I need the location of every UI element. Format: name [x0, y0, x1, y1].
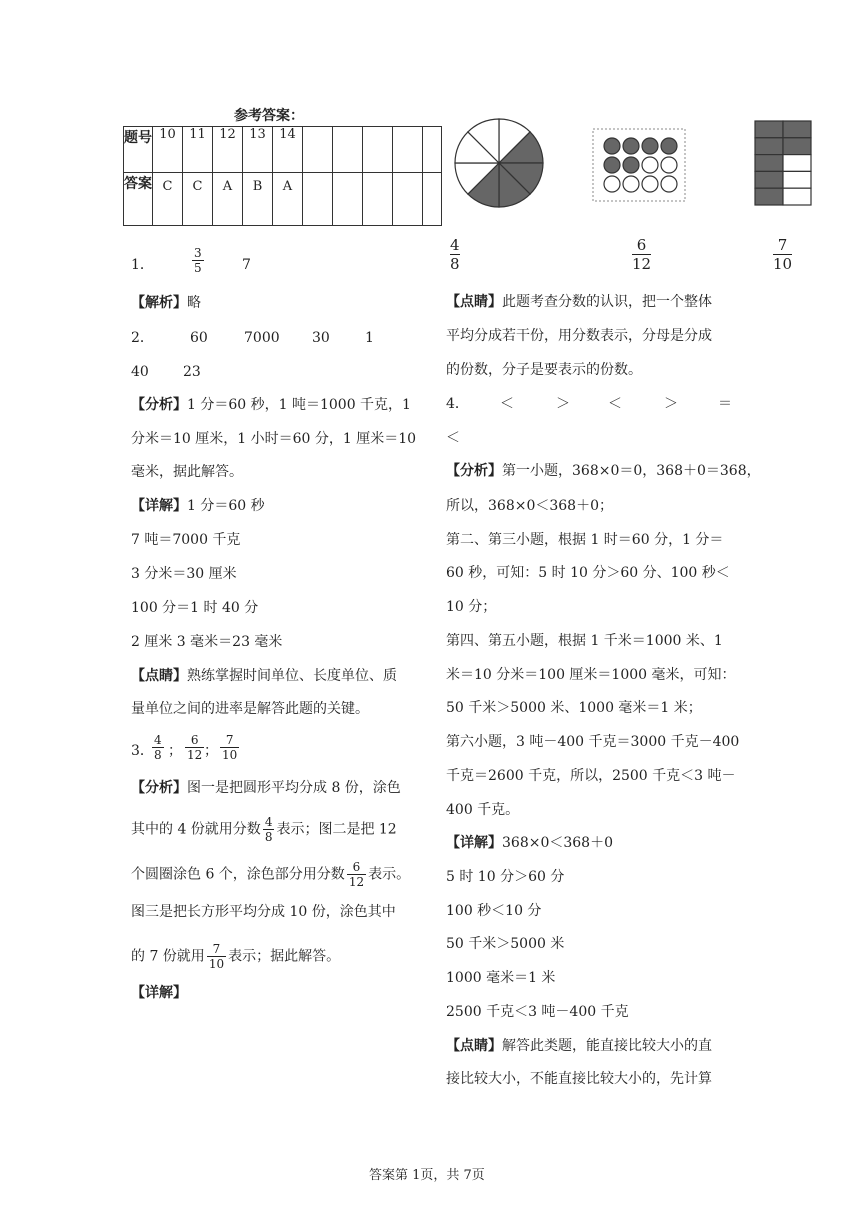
q3-analysis-line: 图三是把长方形平均分成 10 份，涂色其中: [131, 904, 396, 920]
table-header-number: 题号: [124, 127, 153, 173]
q2-answer: 23: [183, 364, 201, 380]
q3-analysis-line: 其中的 4 份就用分数 $\frac{4}{8}$ 表示；图二是把 12: [131, 815, 397, 844]
q4-analysis-line: 10 分；: [446, 599, 497, 615]
page-footer: 答案第 1页，共 7页: [369, 1168, 485, 1183]
fraction-denominator: 12: [187, 748, 203, 762]
q4-detail-line: 2500 千克＜3 吨－400 千克: [446, 1004, 629, 1020]
q4-analysis-line: 50 千米＞5000 米、1000 毫米＝1 米；: [446, 700, 702, 716]
fraction-numerator: 4: [154, 733, 162, 747]
q4-analysis-line: 400 千克。: [446, 802, 520, 818]
q3-analysis-line: 个圆圈涂色 6 个，涂色部分用分数 $\frac{6}{12}$ 表示。: [131, 860, 411, 889]
q2-detail-line: 7 吨＝7000 千克: [131, 532, 241, 548]
q4-analysis-line: 所以，368×0＜368＋0；: [446, 498, 613, 514]
q2-detail-line: 3 分米＝30 厘米: [131, 566, 237, 582]
q4-analysis-line: 第六小题，3 吨－400 千克＝3000 千克－400: [446, 734, 740, 750]
q1-number: 1．: [131, 257, 154, 273]
q4-analysis-line: 千克＝2600 千克，所以，2500 千克＜3 吨－: [446, 768, 736, 784]
inline-fraction: $\frac{6}{12}$: [348, 860, 365, 889]
q4-symbol: ＜: [608, 396, 622, 412]
fraction-numerator: 6: [190, 733, 199, 747]
q2-answer: 1: [365, 330, 374, 346]
q2-detail-line: 2 厘米 3 毫米＝23 毫米: [131, 634, 283, 650]
right-point-line: 平均分成若干份，用分数表示，分母是分成: [446, 328, 712, 344]
table-cell: [363, 127, 393, 173]
table-cell: 14: [273, 127, 303, 173]
q3-analysis-line: 的 7 份就用 $\frac{7}{10}$ 表示；据此解答。: [131, 942, 341, 971]
table-header-answer: 答案: [124, 173, 153, 226]
figure-label-fraction: $\frac{7}{10}$: [773, 236, 793, 273]
q3-fraction: [185, 733, 204, 762]
table-cell: 11: [183, 127, 213, 173]
fraction-denominator: 8: [154, 748, 162, 762]
table-cell: [393, 173, 423, 226]
fraction-denominator: 10: [222, 748, 238, 762]
table-cell: 12: [213, 127, 243, 173]
table-cell: [393, 127, 423, 173]
table-cell: [423, 127, 442, 173]
q4-symbol: ＞: [556, 396, 570, 412]
q2-point-line: 【点睛】熟练掌握时间单位、长度单位、质: [131, 668, 397, 684]
table-cell: A: [273, 173, 303, 226]
q2-detail-line: 100 分＝1 时 40 分: [131, 600, 259, 616]
q4-number: 4．: [446, 396, 469, 412]
circle-figure: [452, 116, 546, 210]
q3-detail-label: 【详解】: [131, 985, 187, 1001]
circles-grid-figure: [592, 128, 686, 202]
table-cell: 10: [153, 127, 183, 173]
separator: ；: [168, 743, 182, 759]
q4-point-line: 【点睛】解答此类题，能直接比较大小的直: [446, 1038, 712, 1054]
right-point-line: 【点睛】此题考查分数的认识，把一个整体: [446, 294, 712, 310]
q4-symbol: ＞: [664, 396, 678, 412]
separator: ；: [204, 743, 218, 759]
table-cell: [303, 173, 333, 226]
q3-fraction: [152, 733, 164, 762]
q2-point-line: 量单位之间的进率是解答此题的关键。: [131, 701, 369, 717]
q4-detail-line: 【详解】368×0＜368＋0: [446, 835, 613, 851]
q1-analysis: 【解析】略: [131, 295, 201, 311]
q4-detail-line: 5 时 10 分＞60 分: [446, 869, 565, 885]
q4-symbol: ＝: [718, 396, 732, 412]
q2-answer: 7000: [244, 330, 280, 346]
q4-analysis-line: 第四、第五小题，根据 1 千米＝1000 米、1: [446, 633, 723, 649]
q3-fraction: [220, 733, 239, 762]
answer-table: [123, 126, 442, 226]
q2-answer: 40: [131, 364, 149, 380]
table-cell: A: [213, 173, 243, 226]
q4-detail-line: 1000 毫米＝1 米: [446, 970, 556, 986]
q1-fraction: [192, 246, 204, 275]
inline-fraction: $\frac{4}{8}$: [264, 815, 273, 844]
q2-answer: 60: [190, 330, 208, 346]
table-cell: [303, 127, 333, 173]
table-cell: B: [243, 173, 273, 226]
q3-number: 3．: [131, 743, 154, 759]
q2-analysis-line: 毫米，据此解答。: [131, 464, 243, 480]
q4-analysis-line: 第二、第三小题，根据 1 时＝60 分，1 分＝: [446, 532, 724, 548]
table-cell: C: [153, 173, 183, 226]
q2-number: 2．: [131, 330, 154, 346]
q4-point-line: 接比较大小，不能直接比较大小的，先计算: [446, 1071, 712, 1087]
right-point-line: 的份数，分子是要表示的份数。: [446, 362, 642, 378]
q2-analysis-line: 分米＝10 厘米，1 小时＝60 分，1 厘米＝10: [131, 431, 417, 447]
table-cell: [363, 173, 393, 226]
q4-detail-line: 50 千米＞5000 米: [446, 936, 565, 952]
table-cell: [423, 173, 442, 226]
q4-symbol: ＜: [446, 430, 460, 446]
table-cell: [333, 127, 363, 173]
figure-label-fraction: $\frac{6}{12}$: [632, 236, 652, 273]
q4-analysis-line: 米＝10 分米＝100 厘米＝1000 毫米，可知：: [446, 667, 736, 683]
rectangle-grid-figure: [754, 120, 812, 206]
fraction-numerator: 3: [194, 246, 202, 260]
q2-answer: 30: [312, 330, 330, 346]
q4-analysis-line: 60 秒，可知：5 时 10 分＞60 分、100 秒＜: [446, 565, 730, 581]
q4-detail-line: 100 秒＜10 分: [446, 903, 542, 919]
table-cell: C: [183, 173, 213, 226]
page-title: 参考答案：: [234, 108, 304, 124]
fraction-denominator: 5: [194, 261, 202, 275]
table-cell: [333, 173, 363, 226]
q1-value: 7: [242, 257, 251, 273]
q4-analysis-line: 【分析】第一小题，368×0＝0，368＋0＝368，: [446, 463, 761, 479]
fraction-numerator: 7: [225, 733, 234, 747]
figure-label-fraction: $\frac{4}{8}$: [450, 236, 460, 273]
q2-analysis-line: 【分析】1 分＝60 秒，1 吨＝1000 千克，1: [131, 397, 411, 413]
inline-fraction: $\frac{7}{10}$: [208, 942, 225, 971]
q2-detail-line: 【详解】1 分＝60 秒: [131, 498, 265, 514]
q3-analysis-line: 【分析】图一是把圆形平均分成 8 份，涂色: [131, 780, 401, 796]
q4-symbol: ＜: [500, 396, 514, 412]
table-cell: 13: [243, 127, 273, 173]
